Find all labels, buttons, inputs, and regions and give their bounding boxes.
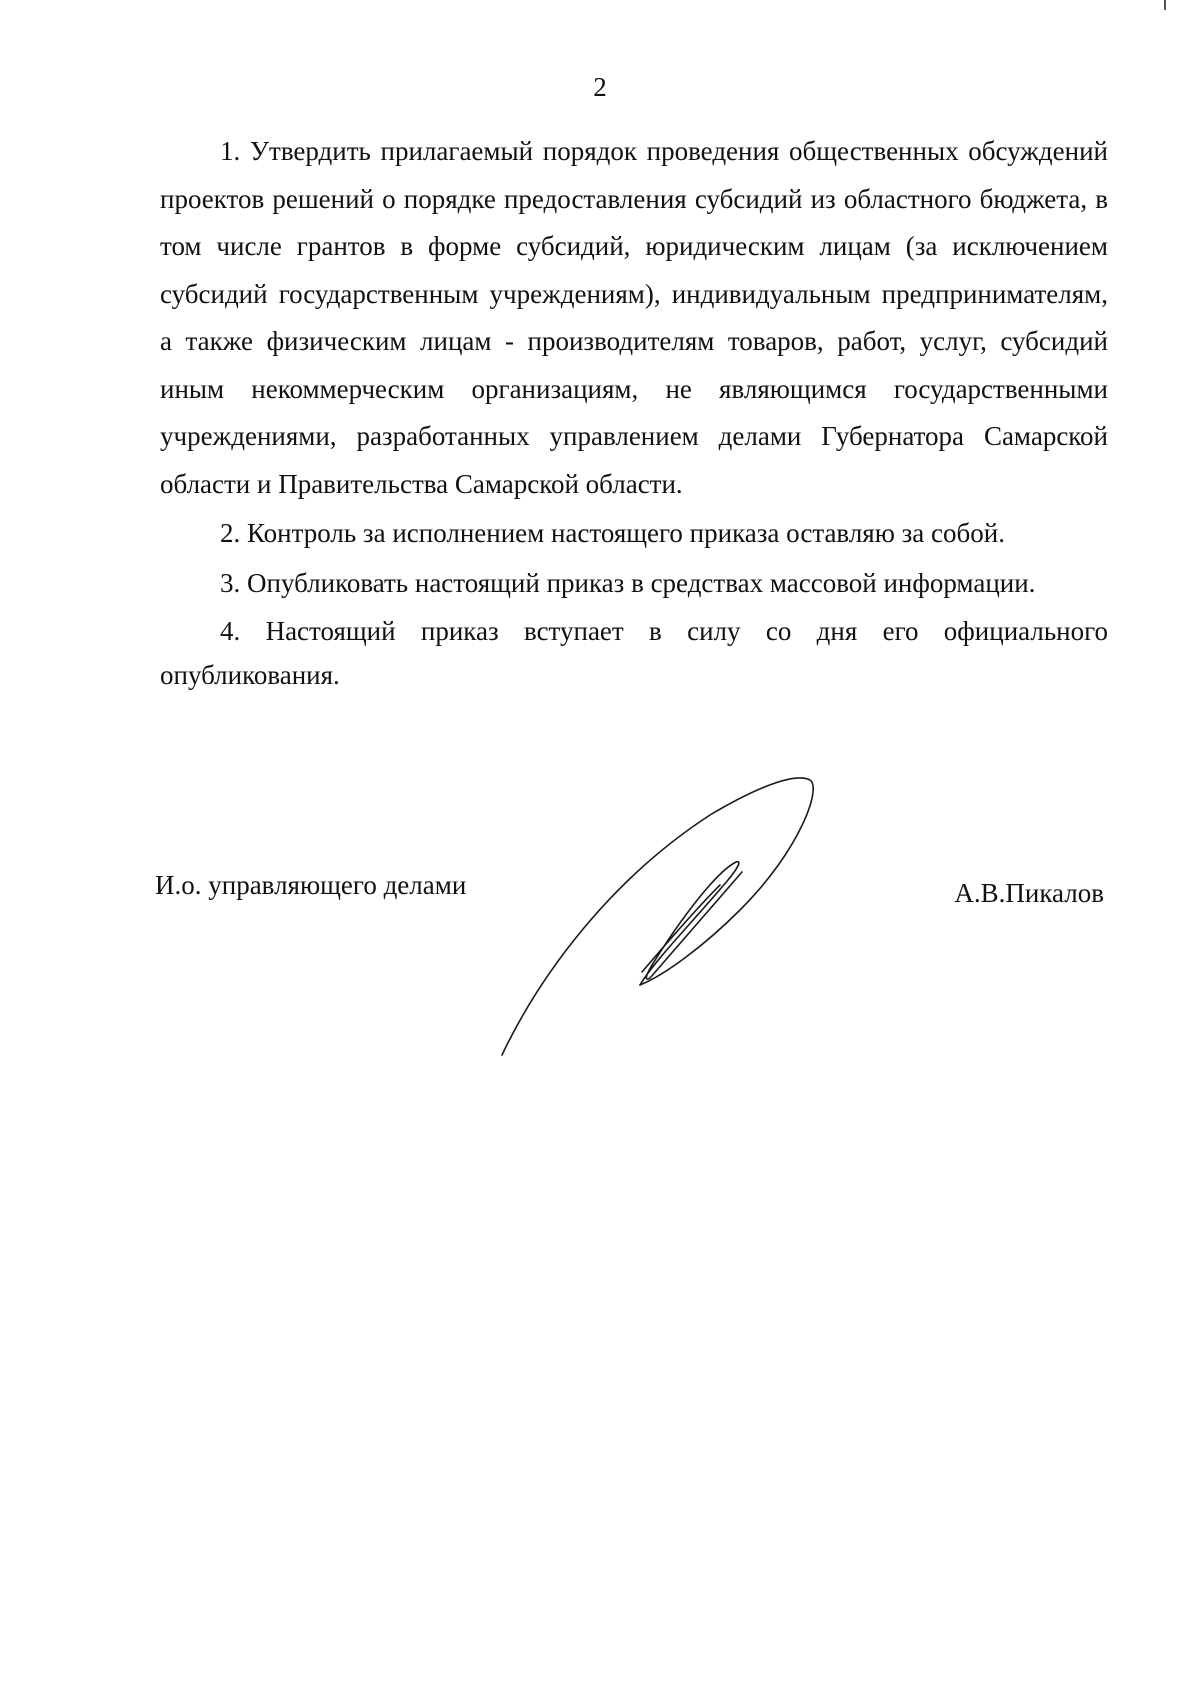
paragraph-3: 3. Опубликовать настоящий приказ в средствах массовой информации. (220, 567, 1036, 598)
paragraph-2: 2. Контроль за исполнением настоящего приказа оставляю за собой. (220, 518, 1005, 548)
paragraph-4: 4. Настоящий приказ вступает в силу со дня его официального опубликования. (160, 616, 1108, 690)
handwritten-signature (480, 760, 840, 1060)
signer-name: А.В.Пикалов (954, 878, 1104, 908)
paragraph-1: 1. Утвердить прилагаемый порядок проведения общественных обсуждений проектов решений о порядке предоставления субсидий из областного бюджета, в том числе грантов в форме субсидий, юридическим лицам (за исключением субсидий государственным учреждениям), индивидуальным предпринимателям, а также физическим лицам - производителям товаров, работ, услуг, субсидий иным некоммерческим организациям, не являющимся государственными учреждениями, разработанных управлением делами Губернатора Самарской области и Правительства Самарской области. (160, 136, 1108, 499)
signer-title: И.о. управляющего делами (155, 870, 467, 900)
document-body (160, 128, 1108, 697)
scan-corner-mark (1164, 0, 1166, 10)
page-number: 2 (593, 72, 607, 102)
